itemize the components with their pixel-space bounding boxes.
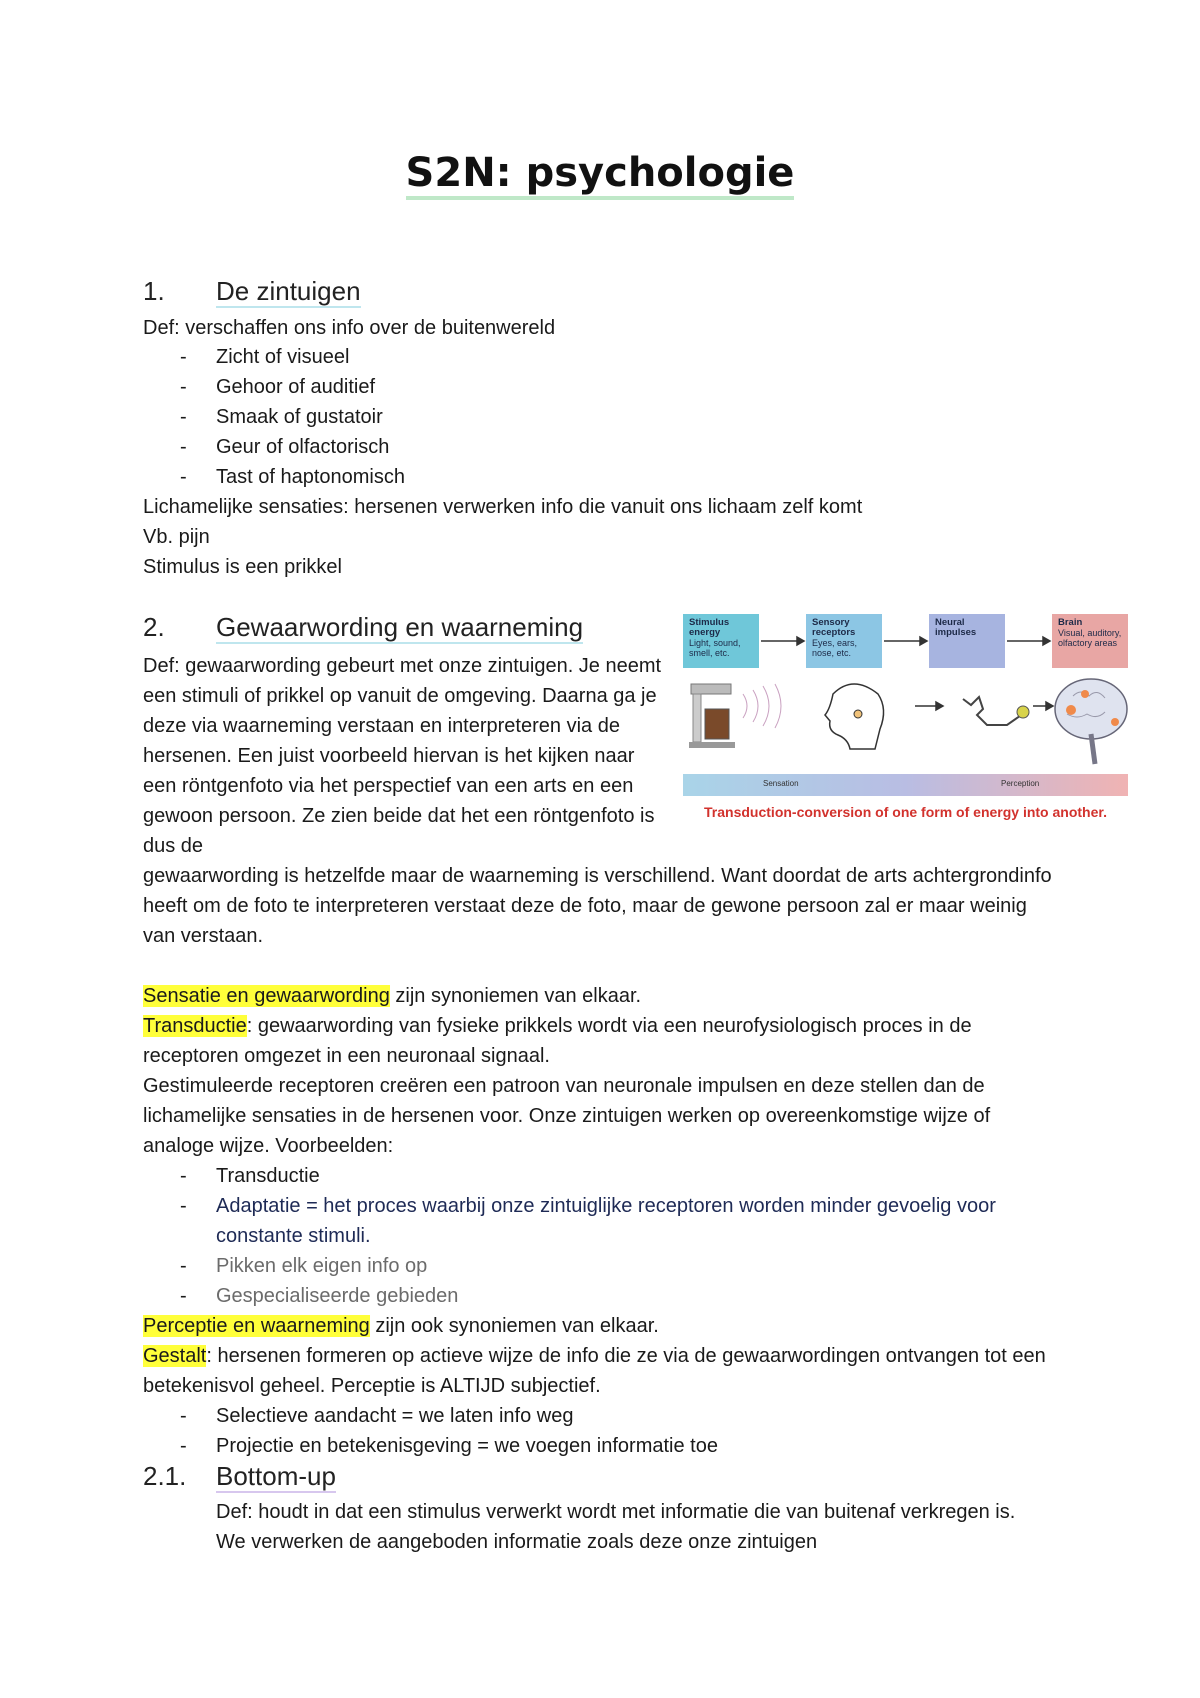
figure-box-stimulus: Stimulus energy Light, sound, smell, etc. <box>683 614 759 668</box>
figure-box-receptors: Sensory receptors Eyes, ears, nose, etc. <box>806 614 882 668</box>
sensation-perception-bar <box>683 774 1128 796</box>
bar-label-sensation: Sensation <box>763 779 799 788</box>
page-title: S2N: psychologie <box>0 150 1200 196</box>
figure-caption: Transduction-conversion of one form of energy into another. <box>704 804 1107 820</box>
list-item: - Geur of olfactorisch <box>180 436 390 458</box>
section-1-definition: Def: verschaffen ons info over de buitenwereld <box>143 317 556 339</box>
gestimuleerde-paragraph: Gestimuleerde receptoren creëren een patroon van neuronale impulsen en deze stellen dan de lichamelijke sensaties in de hersenen voor. Onze zintuigen werken op overeenkomstige wijze of analoge wijze. Voorbeelden: <box>143 1075 991 1157</box>
list-item: - Smaak of gustatoir <box>180 406 383 428</box>
figure-illustration <box>683 614 1128 774</box>
section-2-1-heading: 2.1. Bottom-up <box>143 1461 336 1491</box>
transductie-definition: Transductie: gewaarwording van fysieke prikkels wordt via een neurofysiologisch proces in de receptoren omgezet in een neuronaal signaal. <box>143 1015 972 1067</box>
section-2-definition-continued: gewaarwording is hetzelfde maar de waarneming is verschillend. Want doordat de arts achtergrondinfo heeft om de foto te interpreteren verstaat deze de foto, maar de gewone persoon zal er maar weinig van verstaan. <box>143 865 1052 947</box>
lichamelijke-sensaties-line: Lichamelijke sensaties: hersenen verwerken info die vanuit ons lichaam zelf komt <box>143 496 863 518</box>
list-item: - Selectieve aandacht = we laten info weg <box>180 1405 574 1427</box>
sensatie-line: Sensatie en gewaarwording zijn synoniemen van elkaar. <box>143 985 642 1007</box>
list-item: - Zicht of visueel <box>180 346 350 368</box>
transduction-figure <box>683 614 1128 839</box>
section-2-1-definition: Def: houdt in dat een stimulus verwerkt wordt met informatie die van buitenaf verkregen is. We verwerken de aangeboden informatie zoals deze onze zintuigen <box>216 1501 1016 1553</box>
list-item: - Gespecialiseerde gebieden <box>180 1285 459 1307</box>
section-1-heading: 1. De zintuigen <box>143 276 361 306</box>
section-2-definition: Def: gewaarwording gebeurt met onze zintuigen. Je neemt een stimuli of prikkel op vanuit de omgeving. Daarna ga je deze via waarneming verstaan en interpreteren via de hersenen. Een juist voorbeeld hiervan is het kijken naar een röntgenfoto via het perspectief van een arts en een gewoon persoon. Ze zien beide dat het een röntgenfoto is dus de <box>143 655 662 857</box>
example-line: Vb. pijn <box>143 526 210 548</box>
list-item: - Pikken elk eigen info op <box>180 1255 428 1277</box>
list-item: - Gehoor of auditief <box>180 376 375 398</box>
figure-box-brain: Brain Visual, auditory, olfactory areas <box>1052 614 1128 668</box>
gestalt-definition: Gestalt: hersenen formeren op actieve wijze de info die ze via de gewaarwordingen ontvangen tot een betekenisvol geheel. Perceptie is ALTIJD subjectief. <box>143 1345 1046 1397</box>
list-item: - Tast of haptonomisch <box>180 466 405 488</box>
list-item: - Transductie <box>180 1165 320 1187</box>
figure-box-neural: Neural impulses <box>929 614 1005 668</box>
list-item: - Adaptatie = het proces waarbij onze zintuiglijke receptoren worden minder gevoelig voor constante stimuli. <box>180 1195 996 1247</box>
stimulus-line: Stimulus is een prikkel <box>143 556 342 578</box>
section-2-heading: 2. Gewaarwording en waarneming <box>143 612 584 642</box>
bar-label-perception: Perception <box>1001 779 1040 788</box>
perceptie-line: Perceptie en waarneming zijn ook synoniemen van elkaar. <box>143 1315 659 1337</box>
list-item: - Projectie en betekenisgeving = we voegen informatie toe <box>180 1435 718 1457</box>
